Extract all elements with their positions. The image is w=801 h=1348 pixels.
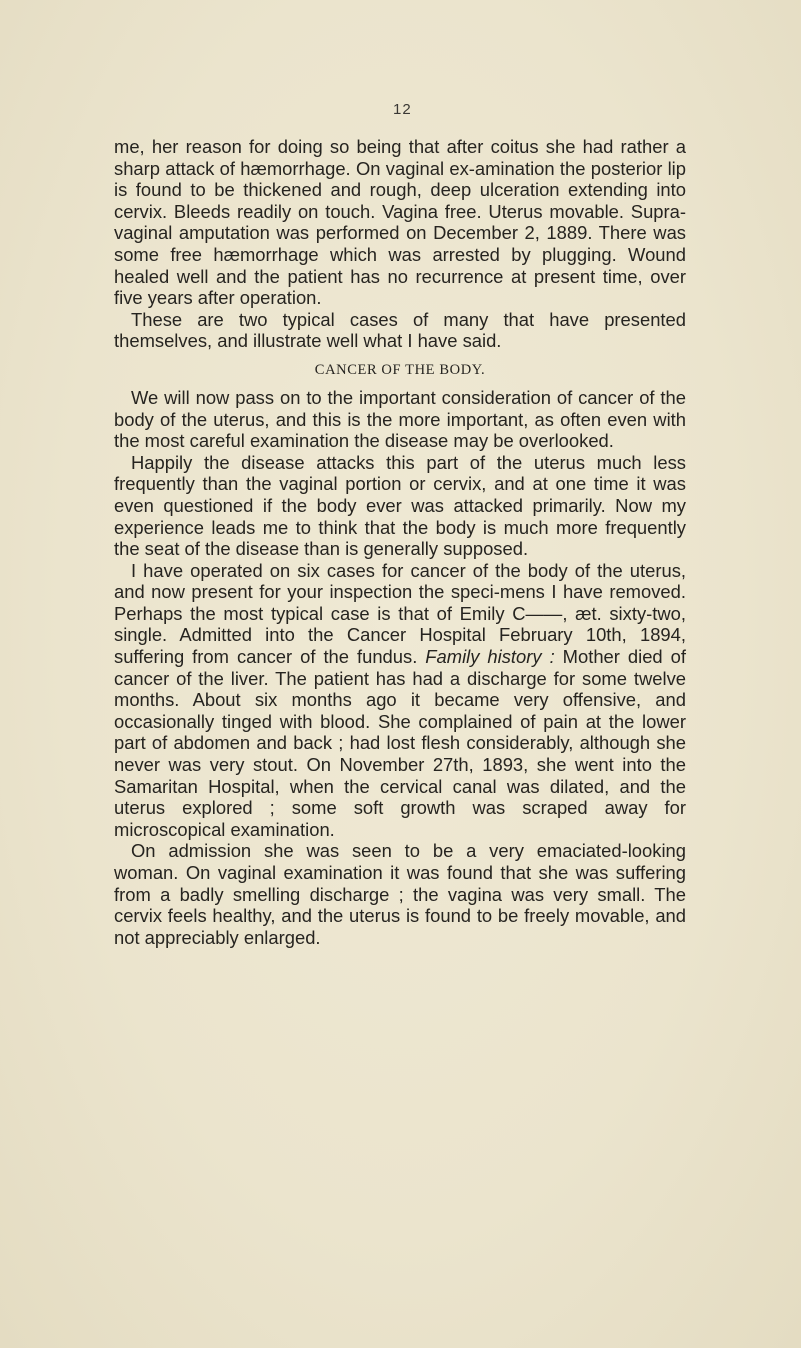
paragraph-consideration: We will now pass on to the important consideration of cancer of the body of the uterus, and this is the more important, as often even with the most careful examination the disease may be overlooked. (114, 386, 686, 452)
case-text-end: Mother died of cancer of the liver. The patient has had a discharge for some twelve months. About six months ago it became very offensive, and occasionally tinged with blood. She complained of pain at the lower part of abdomen and back ; had lost flesh considerably, although she never was very stout. On November 27th, 1893, she went into the Samaritan Hospital, when the cervical canal was dilated, and the uterus explored ; some soft growth was scraped away for microscopical examination. (114, 646, 686, 840)
paragraph-case-continuation: me, her reason for doing so being that after coitus she had rather a sharp attack of hæmorrhage. On vaginal ex-amination the posterior lip is found to be thickened and rough, deep ulceration extending into cervix. Bleeds readily on touch. Vagina free. Uterus movable. Supra-vaginal amputation was performed on December 2, 1889. There was some free hæmorrhage which was arrested by plugging. Wound healed well and the patient has no recurrence at present time, over five years after operation. (114, 136, 686, 309)
body-text (114, 136, 686, 948)
section-heading: CANCER OF THE BODY. (314, 361, 486, 378)
case-text-start: I have operated on six cases for cancer of the body of the uterus, and now present for your inspection the speci-mens I have removed. Perhaps the most typical case is that of Emily C——, æt. sixty-two, single. Admitted into the Cancer Hospital February 10th, 1894, suffering from cancer of the fundus. (114, 559, 686, 668)
family-history-label: Family history : (425, 646, 555, 668)
paragraph-frequency: Happily the disease attacks this part of the uterus much less frequently than the vaginal portion or cervix, and at one time it was even questioned if the body ever was attacked primarily. Now my experience leads me to think that the body is much more frequently the seat of the disease than is generally supposed. (114, 451, 686, 560)
page-number: 12 (393, 101, 412, 118)
paragraph-emily-case (114, 560, 686, 841)
paragraph-typical-cases: These are two typical cases of many that have presented themselves, and illustrate well what I have said. (114, 308, 686, 352)
paragraph-admission: On admission she was seen to be a very emaciated-looking woman. On vaginal examination it was found that she was suffering from a badly smelling discharge ; the vagina was very small. The cervix feels healthy, and the uterus is found to be freely movable, and not appreciably enlarged. (114, 840, 686, 948)
